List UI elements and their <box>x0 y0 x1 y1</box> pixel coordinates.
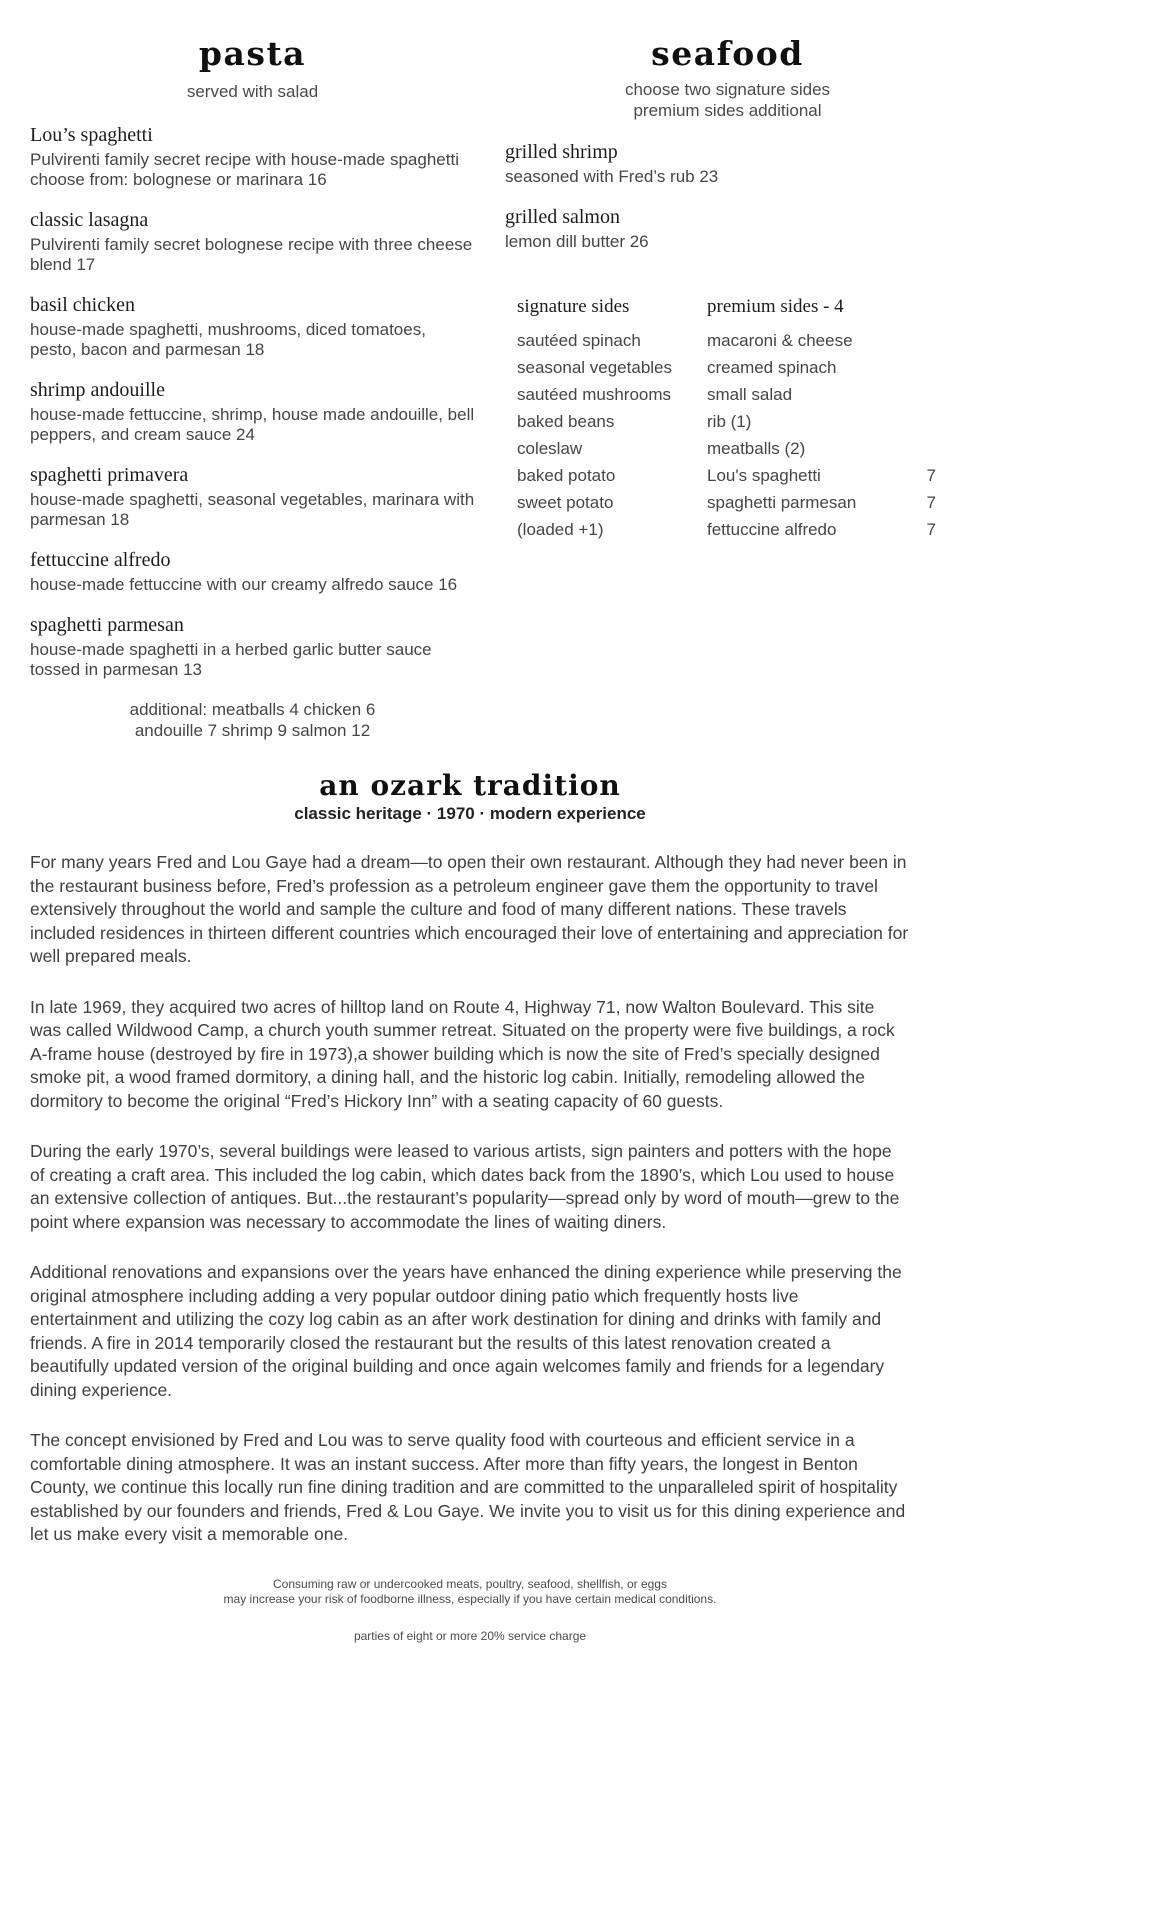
tradition-paragraph: The concept envisioned by Fred and Lou was to serve quality food with courteous and efficient service in a comfortable dining atmosphere. It was an instant success. After more than fifty years, the longest in Benton County, we continue this locally run fine dining tradition and are committed to the unparalleled spirit of hospitality established by our founders and friends, Fred & Lou Gaye. We invite you to visit us for this dining experience and let us make every visit a memorable one. <box>30 1430 906 1544</box>
additional-line-1: additional: meatballs 4 chicken 6 <box>129 700 376 719</box>
premium-side <box>707 462 936 489</box>
item-name: grilled salmon <box>505 206 620 228</box>
food-safety-disclaimer <box>30 1577 910 1607</box>
seafood-subtitle-line-1: choose two signature sides <box>624 80 831 99</box>
premium-side <box>707 327 936 354</box>
item-description: house-made spaghetti, mushrooms, diced tomatoes, pesto, bacon and parmesan 18 <box>30 320 426 359</box>
premium-side-name: fettuccine alfredo <box>707 520 837 539</box>
signature-sides-column <box>517 296 707 543</box>
pasta-title: pasta <box>198 34 307 73</box>
menu-item-grilled-shrimp <box>505 141 950 187</box>
seafood-subtitle-line-2: premium sides additional <box>633 101 822 120</box>
signature-side: coleslaw <box>517 439 583 458</box>
item-description: Pulvirenti family secret recipe with house-made spaghetti choose from: bolognese or marinara 16 <box>30 150 459 189</box>
item-name: Lou’s spaghetti <box>30 124 153 146</box>
tradition-paragraph: Additional renovations and expansions over the years have enhanced the dining experience while preserving the original atmosphere including adding a very popular outdoor dining patio which frequently hosts live entertainment and utilizing the cozy log cabin as an after work destination for dining and drinks with family and friends. A fire in 2014 temporarily closed the restaurant but the results of this latest renovation created a beautifully updated version of the original building and once again welcomes family and friends for a legendary dining experience. <box>30 1262 902 1400</box>
signature-side: sweet potato <box>517 493 614 512</box>
item-description: house-made spaghetti, seasonal vegetables, marinara with parmesan 18 <box>30 490 475 529</box>
premium-side-price: 7 <box>926 466 936 485</box>
additional-line-2: andouille 7 shrimp 9 salmon 12 <box>134 721 371 740</box>
signature-side: sautéed spinach <box>517 331 641 350</box>
pasta-additional-note <box>30 699 475 741</box>
item-name: spaghetti primavera <box>30 464 189 486</box>
tradition-paragraph: For many years Fred and Lou Gaye had a dream—to open their own restaurant. Although they had never been in the restaurant business before, Fred’s profession as a petroleum engineer gave them the opportunity to travel extensively throughout the world and sample the culture and food of many different nations. These travels included residences in thirteen different countries which encouraged their love of entertaining and appreciation for well prepared meals. <box>30 852 909 966</box>
signature-side: (loaded +1) <box>517 520 604 539</box>
premium-side-name: small salad <box>707 385 793 404</box>
item-name: classic lasagna <box>30 209 149 231</box>
tradition-title: an ozark tradition <box>319 769 621 802</box>
item-name: spaghetti parmesan <box>30 614 184 636</box>
footer <box>30 1577 910 1643</box>
seafood-title: seafood <box>651 34 804 73</box>
menu-item-shrimp-andouille <box>30 379 475 445</box>
premium-side-name: creamed spinach <box>707 358 837 377</box>
menu-item-fettuccine-alfredo <box>30 549 475 595</box>
menu-item-classic-lasagna <box>30 209 475 275</box>
seafood-subtitle <box>505 79 950 121</box>
signature-side: sautéed mushrooms <box>517 385 672 404</box>
item-name: fettuccine alfredo <box>30 549 171 571</box>
item-description: Pulvirenti family secret bolognese recipe with three cheese blend 17 <box>30 235 473 274</box>
menu-item-spaghetti-primavera <box>30 464 475 530</box>
item-description: house-made spaghetti in a herbed garlic butter sauce tossed in parmesan 13 <box>30 640 432 679</box>
item-name: shrimp andouille <box>30 379 165 401</box>
seafood-section <box>505 34 950 741</box>
premium-side <box>707 516 936 543</box>
premium-side-price: 7 <box>926 520 936 539</box>
item-description: house-made fettuccine with our creamy alfredo sauce 16 <box>30 575 458 594</box>
menu-item-basil-chicken <box>30 294 475 360</box>
premium-side <box>707 489 936 516</box>
premium-sides-header: premium sides - 4 <box>707 296 844 317</box>
menu-item-lous-spaghetti <box>30 124 475 190</box>
menu-top-columns <box>30 34 1166 741</box>
item-description: seasoned with Fred’s rub 23 <box>505 167 719 186</box>
premium-side-price: 7 <box>926 493 936 512</box>
item-description: house-made fettuccine, shrimp, house made andouille, bell peppers, and cream sauce 24 <box>30 405 475 444</box>
premium-side-name: meatballs (2) <box>707 439 806 458</box>
signature-side: baked potato <box>517 466 616 485</box>
premium-side-name: Lou's spaghetti <box>707 466 821 485</box>
premium-side <box>707 381 936 408</box>
item-name: basil chicken <box>30 294 135 316</box>
menu-item-grilled-salmon <box>505 206 950 252</box>
tradition-section <box>30 769 910 1547</box>
item-description: lemon dill butter 26 <box>505 232 649 251</box>
pasta-subtitle: served with salad <box>186 82 319 101</box>
disclaimer-line-1: Consuming raw or undercooked meats, poultry, seafood, shellfish, or eggs <box>273 1576 667 1591</box>
premium-side-name: spaghetti parmesan <box>707 493 857 512</box>
service-charge-note: parties of eight or more 20% service charge <box>353 1628 587 1643</box>
menu-item-spaghetti-parmesan <box>30 614 475 680</box>
premium-side <box>707 408 936 435</box>
pasta-section <box>30 34 475 741</box>
tradition-paragraph: In late 1969, they acquired two acres of hilltop land on Route 4, Highway 71, now Walton Boulevard. This site was called Wildwood Camp, a church youth summer retreat. Situated on the property were five buildings, a rock A-frame house (destroyed by fire in 1973),a shower building which is now the site of Fred’s specially designed smoke pit, a wood framed dormitory, a dining hall, and the historic log cabin. Initially, remodeling allowed the dormitory to become the original “Fred’s Hickory Inn” with a seating capacity of 60 guests. <box>30 996 895 1111</box>
premium-side <box>707 435 936 462</box>
premium-side-name: rib (1) <box>707 412 752 431</box>
sides-table <box>505 296 950 543</box>
item-name: grilled shrimp <box>505 141 618 163</box>
signature-side: baked beans <box>517 412 615 431</box>
premium-sides-column <box>707 296 950 543</box>
premium-side-name: macaroni & cheese <box>707 331 853 350</box>
premium-side <box>707 354 936 381</box>
tradition-paragraph: During the early 1970’s, several buildings were leased to various artists, sign painters and potters with the hope of creating a craft area. This included the log cabin, which dates back from the 1890’s, which Lou used to house an extensive collection of antiques. But...the restaurant’s popularity—spread only by word of mouth—grew to the point where expansion was necessary to accommodate the lines of waiting diners. <box>30 1141 900 1232</box>
signature-sides-header: signature sides <box>517 296 630 317</box>
disclaimer-line-2: may increase your risk of foodborne illness, especially if you have certain medical conditions. <box>223 1591 717 1606</box>
tradition-subtitle: classic heritage · 1970 · modern experience <box>294 804 646 823</box>
signature-side: seasonal vegetables <box>517 358 673 377</box>
